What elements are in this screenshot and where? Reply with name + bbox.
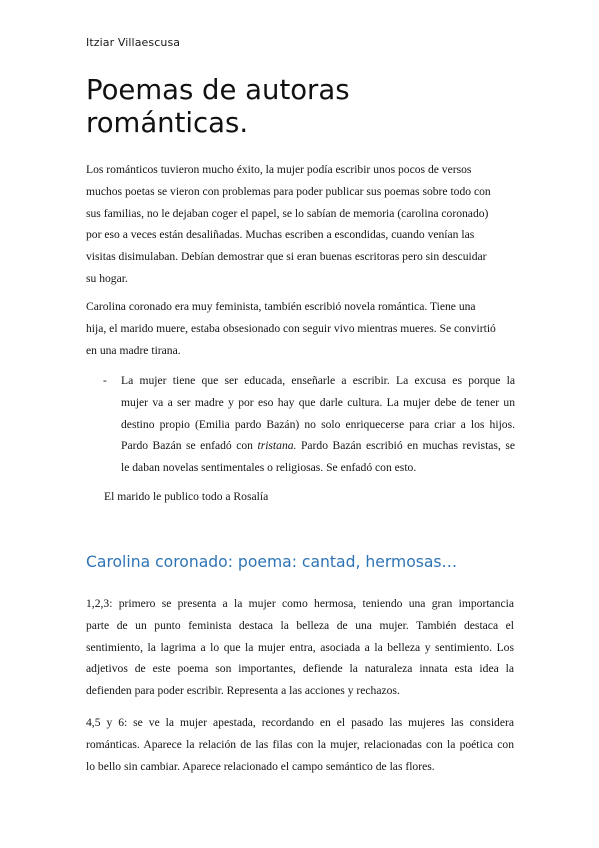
paragraph-rosalia: [104, 486, 532, 508]
bullet-text-run: Pardo Bazán se enfadó con: [121, 439, 258, 453]
paragraph-line: 4,5 y 6: se ve la mujer apestada, recordando en el pasado las mujeres las considera: [86, 716, 514, 729]
paragraph-carolina: [86, 296, 514, 361]
bullet-line: le daban novelas sentimentales o religiosas. Se enfadó con esto.: [121, 461, 417, 475]
page-title-line: románticas.: [86, 107, 249, 139]
header-author: Itziar Villaescusa: [86, 36, 181, 49]
paragraph-line: por eso a veces están desaliñadas. Muchas escriben a escondidas, cuando venían las: [86, 228, 475, 242]
paragraph-line: su hogar.: [86, 271, 128, 285]
paragraph-line: hija, el marido muere, estaba obsesionado con seguir vivo mientras mueres. Se convirtió: [86, 321, 496, 335]
paragraph-line: defienden para poder escribir. Representa a las acciones y rechazos.: [86, 684, 400, 698]
paragraph-line: visitas disimulaban. Debían demostrar que si eran buenas escritoras pero sin descuidar: [86, 250, 487, 264]
paragraph-analysis-2: [86, 712, 514, 777]
bullet-text-run: Pardo Bazán escribió en muchas revistas, se: [296, 439, 515, 453]
paragraph-line: sentimiento, la lagrima a lo que la mujer entra, asociada a la belleza y sentimiento. Los: [86, 640, 514, 654]
bullet-line: [121, 435, 515, 457]
italic-title-tristana: tristana.: [257, 439, 297, 453]
paragraph-intro: [86, 159, 514, 290]
bullet-line: La mujer tiene que ser educada, enseñarle a escribir. La excusa es porque la: [121, 374, 515, 387]
paragraph-line: Los románticos tuvieron mucho éxito, la mujer podía escribir unos pocos de versos: [86, 163, 472, 176]
bullet-line: destino propio (Emilia pardo Bazán) no solo enriquecerse para criar a los hijos.: [121, 417, 515, 431]
bullet-line: mujer va a ser madre y por eso hay que darle cultura. La mujer debe de tener un: [121, 395, 515, 409]
paragraph-line: El marido le publico todo a Rosalía: [104, 490, 269, 503]
paragraph-line: adjetivos de este poema son importantes, defiende la naturaleza innata esta idea la: [86, 662, 514, 676]
paragraph-line: en una madre tirana.: [86, 343, 181, 357]
page-title-line: Poemas de autoras: [86, 74, 350, 106]
paragraph-line: románticas. Aparece la relación de las filas con la mujer, relacionadas con la poética con: [86, 737, 514, 751]
paragraph-line: muchos poetas se vieron con problemas para poder publicar sus poemas sobre todo con: [86, 184, 491, 198]
paragraph-line: Carolina coronado era muy feminista, también escribió novela romántica. Tiene una: [86, 300, 476, 313]
paragraph-line: lo bello sin cambiar. Aparece relacionado el campo semántico de las flores.: [86, 759, 435, 773]
bullet-text: [121, 370, 515, 479]
paragraph-line: parte de un punto feminista destaca la belleza de una mujer. También destaca el: [86, 618, 514, 632]
section-heading: Carolina coronado: poema: cantad, hermosas…: [86, 553, 458, 571]
paragraph-line: 1,2,3: primero se presenta a la mujer como hermosa, teniendo una gran importancia: [86, 597, 514, 610]
paragraph-analysis-1: [86, 593, 514, 702]
page-title: [86, 74, 506, 140]
bullet-dash: -: [103, 374, 107, 387]
paragraph-line: sus familias, no le dejaban coger el papel, se lo sabían de memoria (carolina coronado): [86, 206, 489, 220]
